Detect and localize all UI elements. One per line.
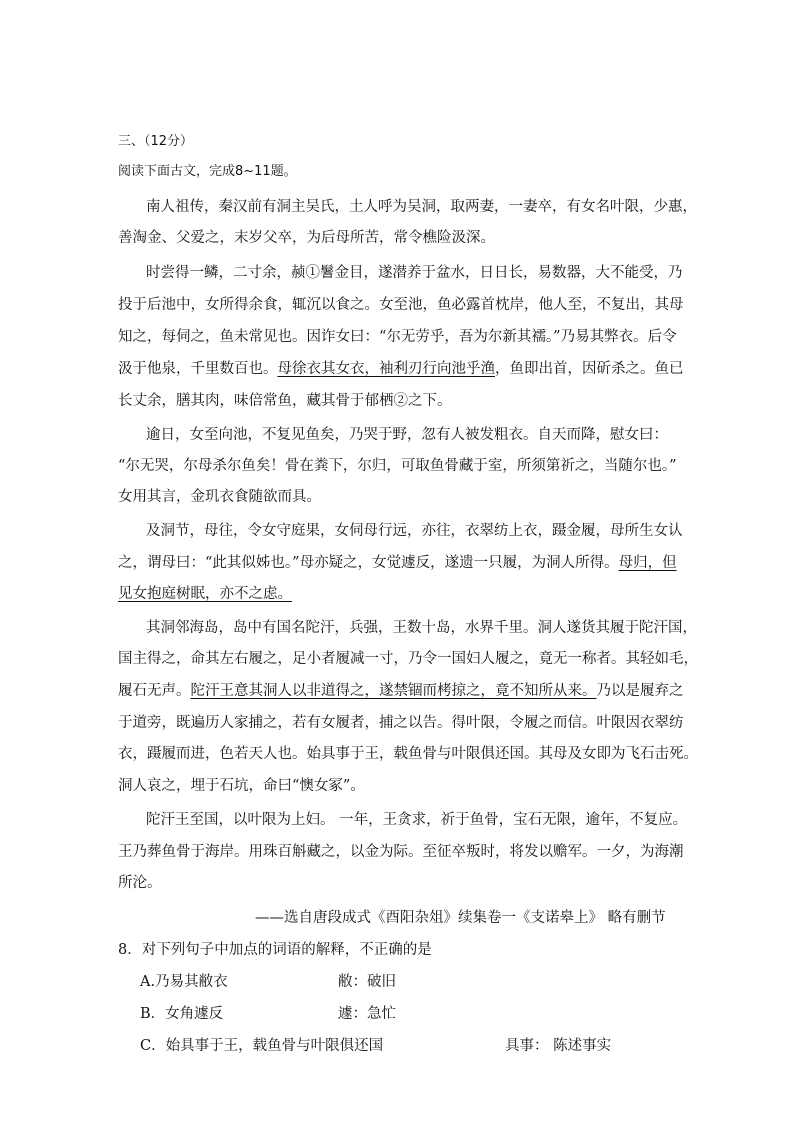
question-stem: 8．对下列句子中加点的词语的解释，不正确的是 (118, 942, 432, 958)
passage-text: 汲于他泉，千里数百也。 (118, 361, 278, 377)
underlined-sentence: 见女抱庭树眠，亦不之虑。 (118, 586, 292, 602)
option-c-explanation: 具事： 陈述事实 (505, 1038, 612, 1054)
passage-line: 长丈余，膳其肉，味倍常鱼，藏其骨于郁栖②之下。 (118, 393, 452, 409)
passage-text: 乃以是履弃之 (596, 683, 684, 699)
passage-line: 王乃葬鱼骨于海岸。用珠百斛藏之，以金为际。至征卒叛时，将发以赡军。一夕，为海潮 (118, 844, 684, 860)
passage-line: 洞人哀之，埋于石坑，命曰“懊女冢”。 (118, 778, 365, 794)
option-a-explanation: 敝：破旧 (338, 974, 396, 990)
passage-line (118, 553, 677, 573)
underlined-sentence: 母归，但 (618, 555, 677, 571)
passage-line: 所沦。 (118, 875, 162, 891)
option-b-label: B．女角遽反 (140, 1006, 224, 1022)
source-citation: ——选自唐段成式《酉阳杂俎》续集卷一《支诺皋上》 略有删节 (255, 910, 666, 926)
underlined-sentence: 母徐衣其女衣，袖利刃行向池乎渔 (277, 361, 495, 377)
passage-line: 女用其言，金玑衣食随欲而具。 (118, 489, 321, 505)
passage-line (118, 681, 684, 701)
passage-line: 南人祖传，秦汉前有洞主吴氏，土人呼为吴洞，取两妻，一妻卒，有女名叶限，少惠， (146, 199, 697, 215)
section-header: 三、（12分） (118, 134, 194, 149)
passage-line: 时尝得一鳞，二寸余，赪①鬐金目，遂潜养于盆水，日日长，易数器，大不能受，乃 (146, 265, 683, 281)
passage-line: 其洞邻海岛，岛中有国名陀汗，兵强，王数十岛，水界千里。洞人遂货其履于陀汗国， (146, 620, 697, 636)
passage-line: 衣，蹑履而进，色若天人也。始具事于王，载鱼骨与叶限俱还国。其母及女即为飞石击死。 (118, 746, 698, 762)
passage-line: “尔无哭，尔母杀尔鱼矣！骨在粪下，尔归，可取鱼骨藏于室，所须第祈之，当随尔也。” (118, 458, 677, 474)
passage-line: 国主得之，命其左右履之，足小者履减一寸，乃令一国妇人履之，竟无一称者。其轻如毛， (118, 651, 698, 667)
option-a-label: A.乃易其敝衣 (140, 974, 228, 990)
option-b-explanation: 遽：急忙 (338, 1006, 396, 1022)
passage-line: 陀汗王至国，以叶限为上妇。 一年，王贪求，祈于鱼骨，宝石无限，逾年，不复应。 (146, 812, 688, 828)
passage-line: 善淘金、父爱之，末岁父卒，为后母所苦，常令樵险汲深。 (118, 230, 495, 246)
passage-line: 投于后池中，女所得余食，辄沉以食之。女至池，鱼必露首枕岸，他人至，不复出，其母 (118, 297, 684, 313)
passage-line: 及洞节，母往，令女守庭果，女伺母行远，亦往，衣翠纺上衣，蹑金履，母所生女认 (146, 523, 683, 539)
passage-text: 之，谓母曰：“此其似姊也。”母亦疑之，女觉遽反，遂遗一只履，为洞人所得。 (118, 555, 619, 571)
passage-line: 逾日，女至向池，不复见鱼矣，乃哭于野，忽有人被发粗衣。自天而降，慰女曰： (146, 427, 668, 443)
passage-line: 知之，每伺之，鱼未常见也。因诈女曰：“尔无劳乎，吾为尔新其襦。”乃易其弊衣。后令 (118, 329, 677, 345)
option-c-label: C．始具事于王，载鱼骨与叶限俱还国 (140, 1038, 384, 1054)
instruction: 阅读下面古文，完成8~11题。 (118, 164, 297, 179)
underlined-sentence: 陀汗王意其洞人以非道得之，遂禁锢而栲掠之，竟不知所从来。 (190, 683, 597, 699)
passage-line (118, 359, 684, 379)
passage-text: 履石无声。 (118, 683, 191, 699)
passage-line: 于道旁，既遍历人家捕之，若有女履者，捕之以告。得叶限，令履之而信。叶限因衣翠纺 (118, 715, 684, 731)
passage-text: ，鱼即出首，因斫杀之。鱼已 (495, 361, 684, 377)
